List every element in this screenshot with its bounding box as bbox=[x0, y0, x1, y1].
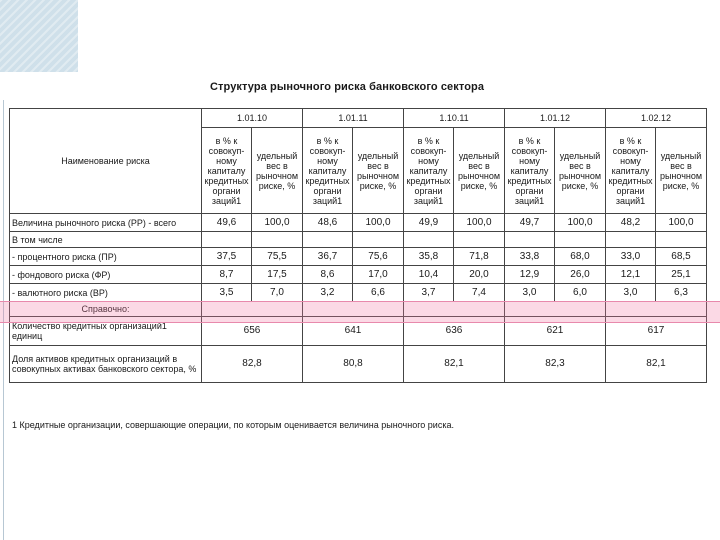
reference-label: Справочно: bbox=[10, 302, 202, 317]
table-cell: 68,0 bbox=[555, 248, 606, 266]
table-cell: 48,6 bbox=[303, 214, 353, 232]
subheader-capital: в % к совокуп-ному капиталу кредитных органи заций1 bbox=[202, 128, 252, 214]
table-cell: 12,9 bbox=[505, 266, 555, 284]
table-cell: 100,0 bbox=[252, 214, 303, 232]
table-cell: 49,7 bbox=[505, 214, 555, 232]
table-cell: 35,8 bbox=[404, 248, 454, 266]
table-row bbox=[10, 346, 707, 383]
table-cell: 26,0 bbox=[555, 266, 606, 284]
subheader-capital: в % к совокуп-ному капиталу кредитных органи заций1 bbox=[404, 128, 454, 214]
table-cell: 82,3 bbox=[505, 346, 606, 383]
table-cell: 20,0 bbox=[454, 266, 505, 284]
table-cell: 49,6 bbox=[202, 214, 252, 232]
table-cell: 7,0 bbox=[252, 284, 303, 302]
row-label: Величина рыночного риска (РР) - всего bbox=[10, 214, 202, 232]
table-row bbox=[10, 248, 707, 266]
table-cell: 3,0 bbox=[606, 284, 656, 302]
row-label: - процентного риска (ПР) bbox=[10, 248, 202, 266]
table-cell: 37,5 bbox=[202, 248, 252, 266]
table-cell: 100,0 bbox=[555, 214, 606, 232]
table-cell: 100,0 bbox=[454, 214, 505, 232]
header-date-2: 1.01.11 bbox=[303, 109, 404, 128]
table-cell: 33,8 bbox=[505, 248, 555, 266]
table-cell: 3,7 bbox=[404, 284, 454, 302]
section-label: В том числе bbox=[10, 232, 202, 248]
table-cell: 10,4 bbox=[404, 266, 454, 284]
table-cell: 617 bbox=[606, 317, 707, 346]
subheader-weight: удельный вес в рыночном риске, % bbox=[454, 128, 505, 214]
table-cell: 17,5 bbox=[252, 266, 303, 284]
table-cell: 6,3 bbox=[656, 284, 707, 302]
table-cell: 49,9 bbox=[404, 214, 454, 232]
table-cell: 75,5 bbox=[252, 248, 303, 266]
row-label: - фондового риска (ФР) bbox=[10, 266, 202, 284]
table-cell: 8,7 bbox=[202, 266, 252, 284]
header-date-5: 1.02.12 bbox=[606, 109, 707, 128]
count-label: Количество кредитных организаций1 единиц bbox=[10, 317, 202, 346]
table-cell: 3,5 bbox=[202, 284, 252, 302]
table-cell: 36,7 bbox=[303, 248, 353, 266]
market-risk-table-container bbox=[9, 108, 706, 383]
table-cell: 100,0 bbox=[353, 214, 404, 232]
table-row bbox=[10, 232, 707, 248]
table-cell: 3,0 bbox=[505, 284, 555, 302]
share-label: Доля активов кредитных организаций в совокупных активах банковского сектора, % bbox=[10, 346, 202, 383]
table-cell: 6,0 bbox=[555, 284, 606, 302]
table-cell: 82,1 bbox=[606, 346, 707, 383]
table-cell: 68,5 bbox=[656, 248, 707, 266]
table-cell: 25,1 bbox=[656, 266, 707, 284]
row-highlight-band bbox=[0, 301, 720, 323]
subheader-weight: удельный вес в рыночном риске, % bbox=[656, 128, 707, 214]
table-cell: 621 bbox=[505, 317, 606, 346]
table-cell: 82,1 bbox=[404, 346, 505, 383]
table-cell: 17,0 bbox=[353, 266, 404, 284]
table-cell: 82,8 bbox=[202, 346, 303, 383]
table-cell: 656 bbox=[202, 317, 303, 346]
table-row bbox=[10, 214, 707, 232]
subheader-weight: удельный вес в рыночном риске, % bbox=[555, 128, 606, 214]
subheader-capital: в % к совокуп-ному капиталу кредитных органи заций1 bbox=[505, 128, 555, 214]
table-row bbox=[10, 284, 707, 302]
subheader-weight: удельный вес в рыночном риске, % bbox=[353, 128, 404, 214]
table-cell: 641 bbox=[303, 317, 404, 346]
header-date-4: 1.01.12 bbox=[505, 109, 606, 128]
table-cell: 6,6 bbox=[353, 284, 404, 302]
table-cell: 75,6 bbox=[353, 248, 404, 266]
table-cell: 7,4 bbox=[454, 284, 505, 302]
footnote: 1 Кредитные организации, совершающие операции, по которым оценивается величина рыночного риска. bbox=[12, 420, 454, 430]
table-cell: 8,6 bbox=[303, 266, 353, 284]
row-label: - валютного риска (ВР) bbox=[10, 284, 202, 302]
table-cell: 100,0 bbox=[656, 214, 707, 232]
header-date-1: 1.01.10 bbox=[202, 109, 303, 128]
subheader-capital: в % к совокуп-ному капиталу кредитных органи заций1 bbox=[606, 128, 656, 214]
table-cell: 636 bbox=[404, 317, 505, 346]
market-risk-table bbox=[9, 108, 707, 383]
header-risk-name: Наименование риска bbox=[10, 109, 202, 214]
subheader-capital: в % к совокуп-ному капиталу кредитных органи заций1 bbox=[303, 128, 353, 214]
subheader-weight: удельный вес в рыночном риске, % bbox=[252, 128, 303, 214]
corner-decoration bbox=[0, 0, 78, 72]
table-cell: 71,8 bbox=[454, 248, 505, 266]
table-row bbox=[10, 266, 707, 284]
table-cell: 12,1 bbox=[606, 266, 656, 284]
table-cell: 3,2 bbox=[303, 284, 353, 302]
page-title: Структура рыночного риска банковского сектора bbox=[210, 81, 485, 93]
table-cell: 33,0 bbox=[606, 248, 656, 266]
header-date-3: 1.10.11 bbox=[404, 109, 505, 128]
table-cell: 48,2 bbox=[606, 214, 656, 232]
table-cell: 80,8 bbox=[303, 346, 404, 383]
